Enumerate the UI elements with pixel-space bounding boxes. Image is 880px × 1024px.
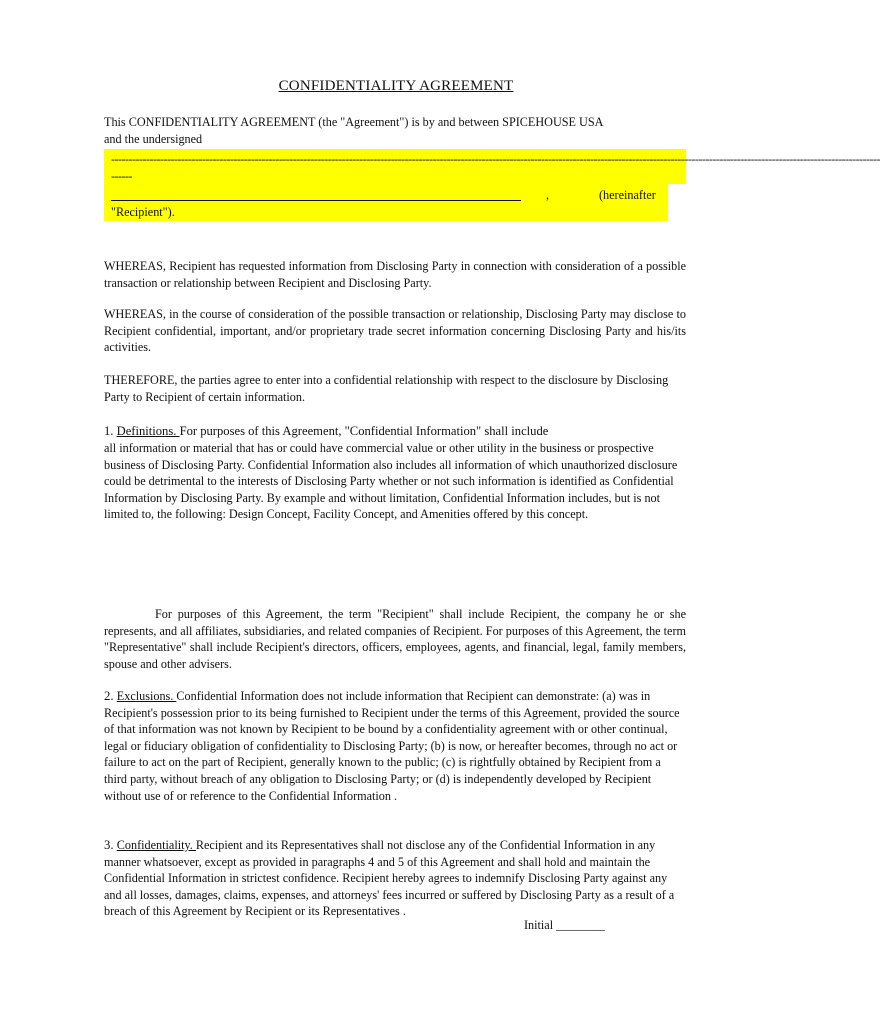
section-1-number: 1. bbox=[104, 424, 117, 438]
initial-line[interactable]: Initial ________ bbox=[524, 918, 605, 932]
section-2-paragraph bbox=[104, 688, 686, 804]
section-3-body: Recipient and its Representatives shall not disclose any of the Confidential Information in any manner whatsoever, except as provided in paragraphs 4 and 5 of this Agreement and shall hold and maintain the Confidential Information in strictest confidence. Recipient hereby agrees to indemnify Disclosing Party against any and all losses, damages, claims, expenses, and attorneys' fees incurred or suffered by Disclosing Party as a result of a breach of this Agreement by Recipient or its Representatives . bbox=[104, 838, 675, 919]
intro-line-2: and the undersigned bbox=[104, 132, 203, 146]
recipient-blank-line[interactable] bbox=[111, 200, 521, 201]
dashed-fill-line-end: ------ bbox=[111, 169, 132, 183]
dashed-fill-line: ---------------------------------------------------------------------------------------------------------------------------------------------------------------------------------------------------------------------------- bbox=[111, 152, 880, 166]
section-2-body: Confidential Information does not include information that Recipient can demonstrate: (a) was in Recipient's possession prior to its being furnished to Recipient under the terms of this Agreement, provided the source of that information was not known by Recipient to be bound by a confidentiality agreement with or other continual, legal or fiduciary obligation of confidentiality to Disclosing Party; (b) is now, or hereafter becomes, through no act or failure to act on the part of Recipient, generally known to the public; (c) is rightfully obtained by Recipient from a third party, without breach of any obligation to Disclosing Party; or (d) is independently developed by Recipient without use of or reference to the Confidential Information . bbox=[104, 689, 680, 803]
section-1-lead bbox=[104, 423, 686, 440]
section-3-heading: Confidentiality. bbox=[116, 838, 196, 852]
section-3-number: 3. bbox=[104, 838, 117, 852]
recipient-definition-paragraph: For purposes of this Agreement, the term "Recipient" shall include Recipient, the company he or she represents, and all affiliates, subsidiaries, and related companies of Recipient. For purposes of this Agreement, the term "Representative" shall include Recipient's directors, officers, employees, agents, and financial, legal, family members, spouse and other advisers. bbox=[104, 607, 686, 671]
section-2-number: 2. bbox=[104, 689, 117, 703]
whereas-paragraph-1: WHEREAS, Recipient has requested information from Disclosing Party in connection with consideration of a possible transaction or relationship between Recipient and Disclosing Party. bbox=[104, 259, 686, 290]
hereinafter-text: (hereinafter bbox=[599, 188, 656, 202]
recipient-label: "Recipient"). bbox=[111, 205, 175, 219]
recipient-fill-highlight[interactable] bbox=[104, 184, 668, 221]
section-1-body: all information or material that has or could have commercial value or other utility in the business or prospective business of Disclosing Party. Confidential Information also includes all information of which unauthorized disclosure could be detrimental to the interests of Disclosing Party whether or not such information is identified as Confidential Information by Disclosing Party. By example and without limitation, Confidential Information includes, but is not limited to, the following: Design Concept, Facility Concept, and Amenities offered by this concept. bbox=[104, 441, 678, 522]
document-title: CONFIDENTIALITY AGREEMENT bbox=[278, 78, 514, 94]
therefore-paragraph: THEREFORE, the parties agree to enter into a confidential relationship with respect to the disclosure by Disclosing Party to Recipient of certain information. bbox=[104, 373, 669, 404]
section-2-heading: Exclusions. bbox=[116, 689, 177, 703]
intro-line-1: This CONFIDENTIALITY AGREEMENT (the "Agreement") is by and between SPICEHOUSE USA bbox=[104, 115, 604, 129]
section-1-heading: Definitions. bbox=[116, 424, 180, 438]
blank-comma: , bbox=[546, 188, 550, 202]
whereas-paragraph-2: WHEREAS, in the course of consideration of the possible transaction or relationship, Disclosing Party may disclose to Recipient confidential, important, and/or proprietary trade secret information concerning Disclosing Party and his/its activities. bbox=[104, 307, 686, 355]
section-3-paragraph bbox=[104, 837, 686, 920]
section-1-lead-text: For purposes of this Agreement, "Confidential Information" shall include bbox=[179, 424, 549, 438]
